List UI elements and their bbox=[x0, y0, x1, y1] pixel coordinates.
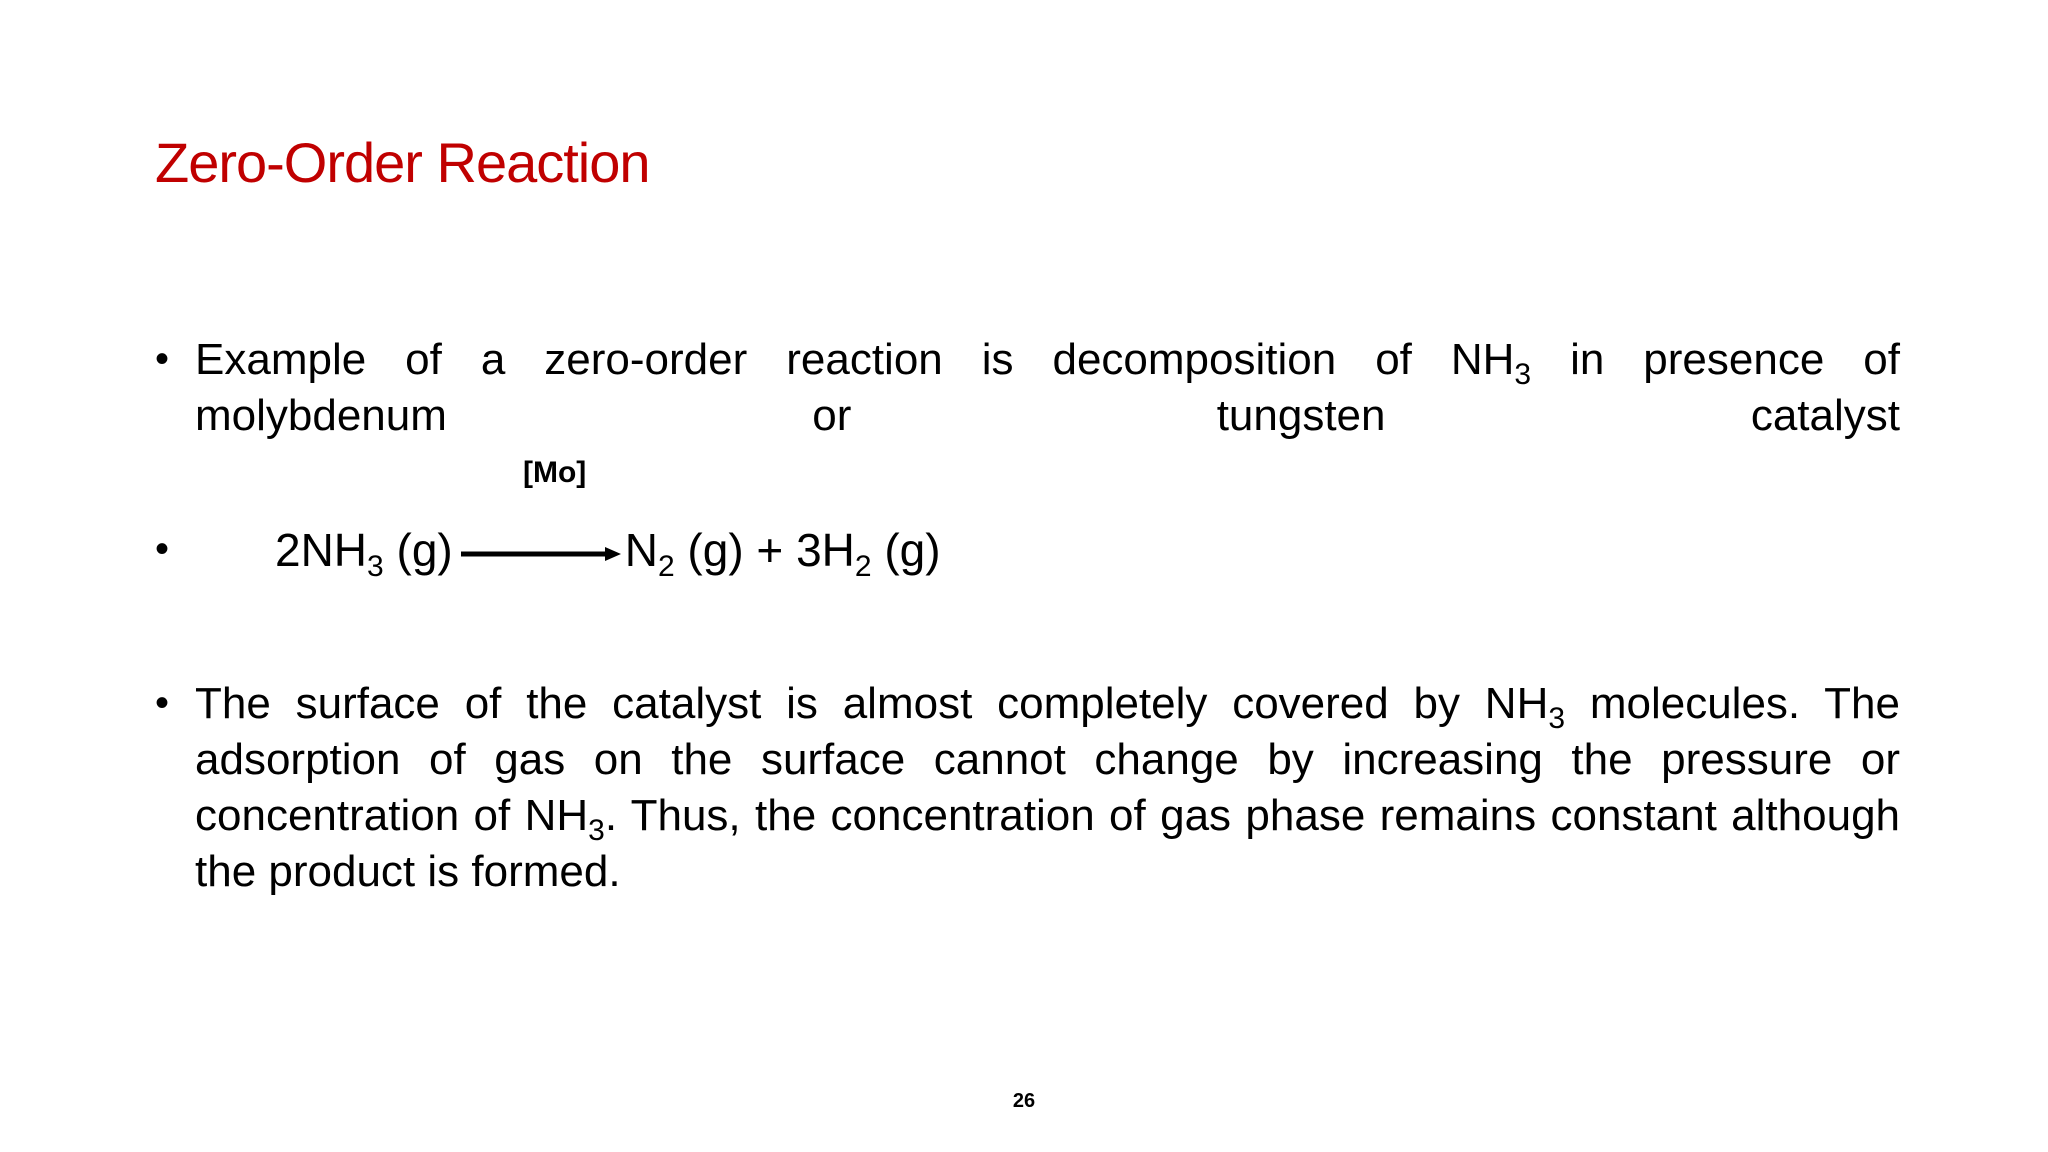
bullet-marker: • bbox=[155, 527, 170, 571]
bullet-explanation bbox=[155, 676, 1900, 916]
reactant: $2NH_3$ (g) bbox=[275, 524, 453, 583]
word-molybdenum: molybdenum bbox=[195, 391, 447, 440]
bullet-explanation-text: The surface of the catalyst is almost completely covered by $NH_3$ molecules. The adsorption of gas on the surface cannot change by increasing the pressure or concentration of $NH_3$. Thus, the concentration of gas phase remains constant although the product is formed. bbox=[195, 679, 1901, 896]
bullet-example-line1: Example of a zero-order reaction is decomposition of $NH_3$ in presence of bbox=[195, 335, 1900, 391]
word-catalyst: catalyst bbox=[1750, 391, 1900, 440]
products: $N_2$ $(g) + 3H_2$ (g) bbox=[624, 524, 941, 583]
bullet-example bbox=[155, 332, 1900, 452]
bullet-marker: • bbox=[155, 337, 170, 381]
word-or: or bbox=[812, 391, 852, 440]
word-tungsten: tungsten bbox=[1216, 391, 1386, 440]
bullet-example-line2 bbox=[195, 388, 1900, 444]
bullet-equation bbox=[155, 522, 1900, 582]
page-number: 26 bbox=[1012, 1090, 1036, 1112]
catalyst-label: [Mo] bbox=[523, 456, 587, 489]
reaction-arrow-icon bbox=[461, 522, 621, 578]
reaction-equation bbox=[275, 522, 941, 583]
bullet-marker: • bbox=[155, 681, 170, 725]
bullet-example-text bbox=[195, 332, 1900, 444]
slide-title: Zero-Order Reaction bbox=[155, 131, 650, 194]
